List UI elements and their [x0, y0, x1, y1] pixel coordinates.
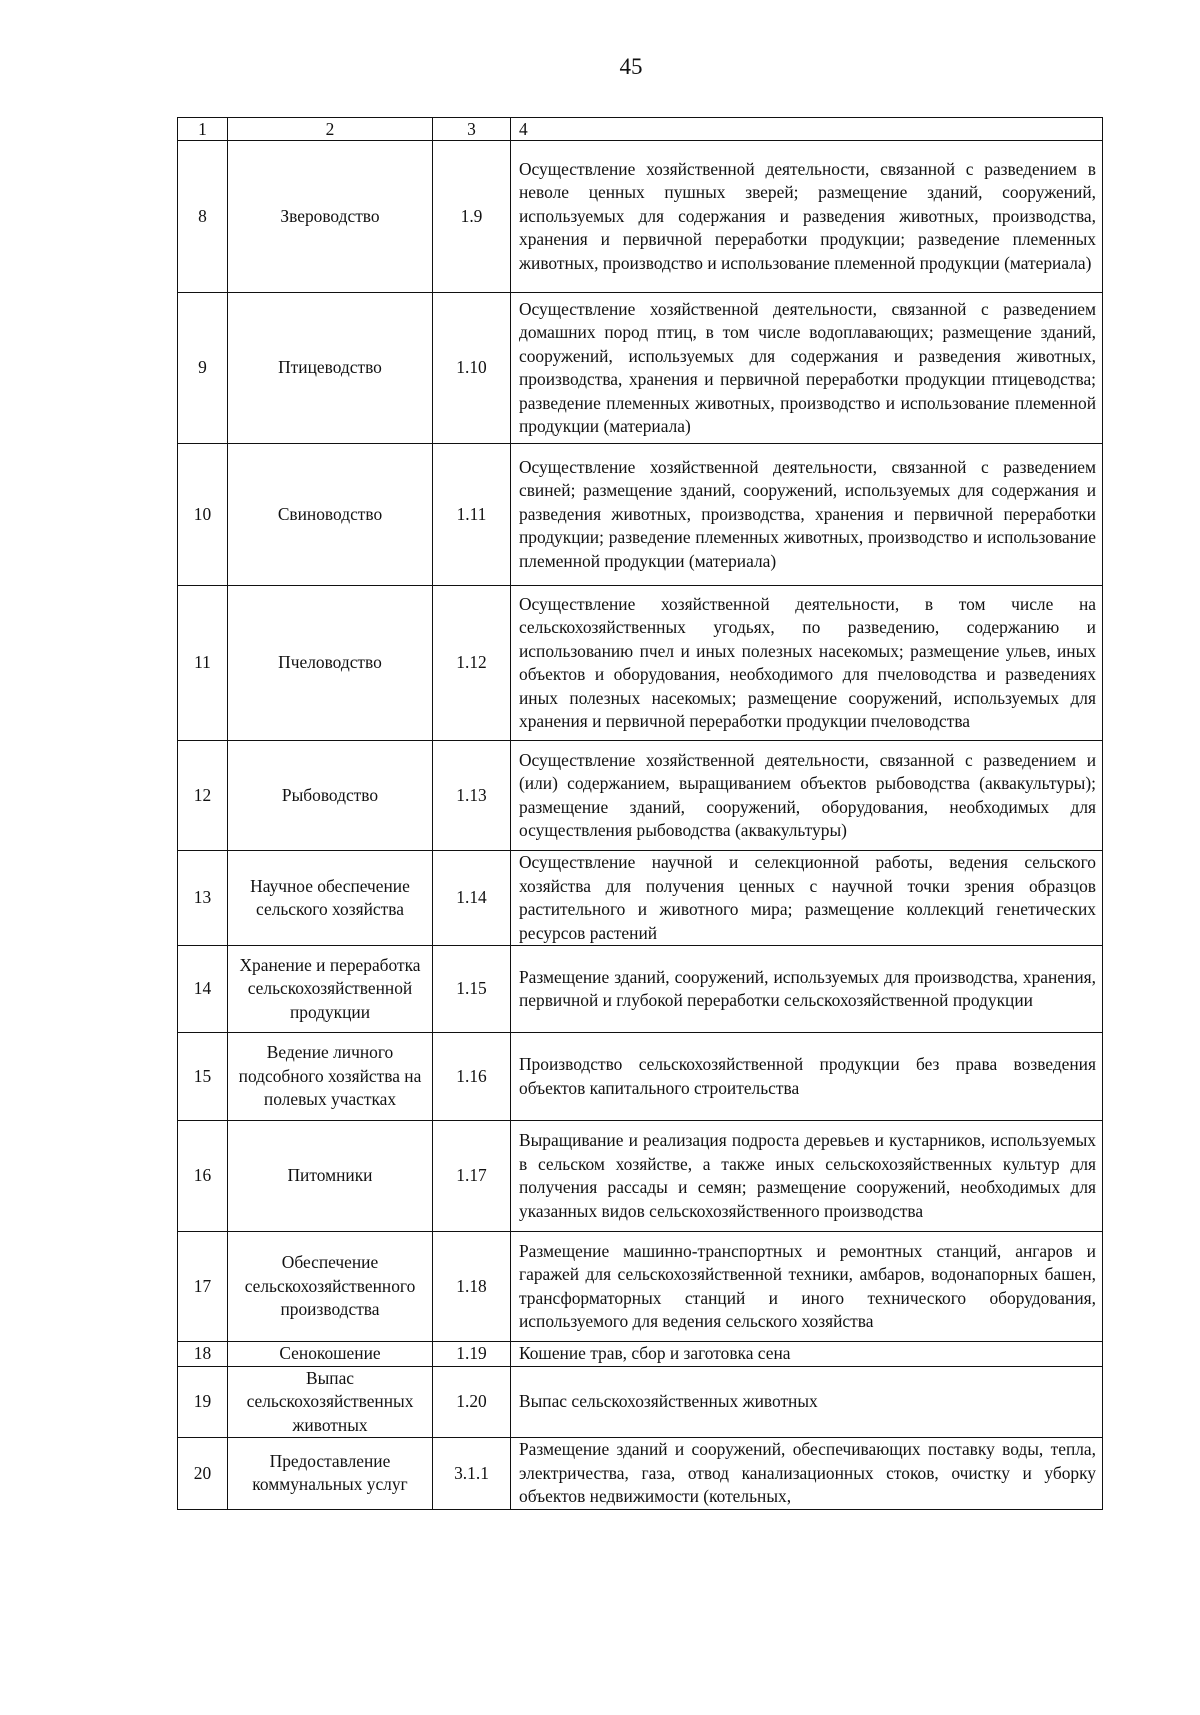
- table-row: [178, 1033, 1103, 1121]
- classifier-code: 1.12: [433, 586, 511, 741]
- classifier-code: 1.19: [433, 1342, 511, 1367]
- land-use-description: Выпас сельскохозяйственных животных: [511, 1366, 1103, 1438]
- table-row: [178, 946, 1103, 1033]
- land-use-name: Выпас сельскохозяйственных животных: [228, 1366, 433, 1438]
- classifier-code: 1.20: [433, 1366, 511, 1438]
- table-row: [178, 444, 1103, 586]
- land-use-name: Свиноводство: [228, 444, 433, 586]
- land-use-name: Хранение и переработка сельскохозяйственной продукции: [228, 946, 433, 1033]
- land-use-description: Осуществление хозяйственной деятельности, в том числе на сельскохозяйственных угодьях, по разведению, содержанию и использованию пчел и иных полезных насекомых; размещение ульев, иных объектов и оборудования, необходимого для пчеловодства и разведениях иных полезных насекомых; размещение сооружений, используемых для хранения и первичной переработки продукции пчеловодства: [511, 586, 1103, 741]
- row-number: 18: [178, 1342, 228, 1367]
- row-number: 12: [178, 741, 228, 851]
- classifier-code: 1.13: [433, 741, 511, 851]
- classifier-code: 1.14: [433, 851, 511, 946]
- row-number: 8: [178, 141, 228, 293]
- land-use-name: Предоставление коммунальных услуг: [228, 1438, 433, 1510]
- land-use-name: Птицеводство: [228, 293, 433, 444]
- land-use-table: [177, 117, 1103, 1510]
- table-header-row: [178, 118, 1103, 141]
- table-row: [178, 1366, 1103, 1438]
- table-row: [178, 741, 1103, 851]
- land-use-description: Производство сельскохозяйственной продукции без права возведения объектов капитального строительства: [511, 1033, 1103, 1121]
- row-number: 11: [178, 586, 228, 741]
- header-col-1: 1: [178, 118, 228, 141]
- row-number: 10: [178, 444, 228, 586]
- row-number: 15: [178, 1033, 228, 1121]
- row-number: 14: [178, 946, 228, 1033]
- land-use-name: Питомники: [228, 1121, 433, 1232]
- header-col-3: 3: [433, 118, 511, 141]
- classifier-code: 1.15: [433, 946, 511, 1033]
- classifier-code: 1.9: [433, 141, 511, 293]
- table-row: [178, 1342, 1103, 1367]
- classifier-code: 3.1.1: [433, 1438, 511, 1510]
- land-use-description: Осуществление научной и селекционной работы, ведения сельского хозяйства для получения ценных с научной точки зрения образцов растительного и животного мира; размещение коллекций генетических ресурсов растений: [511, 851, 1103, 946]
- land-use-description: Осуществление хозяйственной деятельности, связанной с разведением и (или) содержанием, выращиванием объектов рыбоводства (аквакультуры); размещение зданий, сооружений, оборудования, необходимых для осуществления рыбоводства (аквакультуры): [511, 741, 1103, 851]
- table-row: [178, 851, 1103, 946]
- row-number: 17: [178, 1232, 228, 1342]
- land-use-name: Сенокошение: [228, 1342, 433, 1367]
- land-use-name: Звероводство: [228, 141, 433, 293]
- land-use-description: Кошение трав, сбор и заготовка сена: [511, 1342, 1103, 1367]
- land-use-description: Размещение зданий и сооружений, обеспечивающих поставку воды, тепла, электричества, газа, отвод канализационных стоков, очистку и уборку объектов недвижимости (котельных,: [511, 1438, 1103, 1510]
- header-col-2: 2: [228, 118, 433, 141]
- land-use-name: Научное обеспечение сельского хозяйства: [228, 851, 433, 946]
- land-use-name: Ведение личного подсобного хозяйства на полевых участках: [228, 1033, 433, 1121]
- land-use-description: Выращивание и реализация подроста деревьев и кустарников, используемых в сельском хозяйстве, а также иных сельскохозяйственных культур для получения рассады и семян; размещение сооружений, необходимых для указанных видов сельскохозяйственного производства: [511, 1121, 1103, 1232]
- table-row: [178, 586, 1103, 741]
- classifier-code: 1.11: [433, 444, 511, 586]
- table-row: [178, 141, 1103, 293]
- land-use-description: Размещение машинно-транспортных и ремонтных станций, ангаров и гаражей для сельскохозяйственной техники, амбаров, водонапорных башен, трансформаторных станций и иного технического оборудования, используемого для ведения сельского хозяйства: [511, 1232, 1103, 1342]
- table-row: [178, 1121, 1103, 1232]
- table-row: [178, 1438, 1103, 1510]
- row-number: 20: [178, 1438, 228, 1510]
- classifier-code: 1.18: [433, 1232, 511, 1342]
- row-number: 16: [178, 1121, 228, 1232]
- land-use-description: Размещение зданий, сооружений, используемых для производства, хранения, первичной и глубокой переработки сельскохозяйственной продукции: [511, 946, 1103, 1033]
- table-row: [178, 1232, 1103, 1342]
- land-use-name: Обеспечение сельскохозяйственного производства: [228, 1232, 433, 1342]
- classifier-code: 1.16: [433, 1033, 511, 1121]
- land-use-description: Осуществление хозяйственной деятельности, связанной с разведением домашних пород птиц, в том числе водоплавающих; размещение зданий, сооружений, используемых для содержания и разведения животных, производства, хранения и первичной переработки продукции птицеводства; разведение племенных животных, производство и использование племенной продукции (материала): [511, 293, 1103, 444]
- header-col-4: 4: [511, 118, 1103, 141]
- table-row: [178, 293, 1103, 444]
- classifier-code: 1.10: [433, 293, 511, 444]
- land-use-description: Осуществление хозяйственной деятельности, связанной с разведением свиней; размещение зданий, сооружений, используемых для содержания и разведения животных, производства, хранения и первичной переработки продукции; разведение племенных животных, производство и использование племенной продукции (материала): [511, 444, 1103, 586]
- classifier-code: 1.17: [433, 1121, 511, 1232]
- land-use-name: Рыбоводство: [228, 741, 433, 851]
- row-number: 19: [178, 1366, 228, 1438]
- page-number: 45: [619, 54, 643, 79]
- land-use-description: Осуществление хозяйственной деятельности, связанной с разведением в неволе ценных пушных зверей; размещение зданий, сооружений, используемых для содержания и разведения животных, производства, хранения и первичной переработки продукции; разведение племенных животных, производство и использование племенной продукции (материала): [511, 141, 1103, 293]
- row-number: 9: [178, 293, 228, 444]
- land-use-name: Пчеловодство: [228, 586, 433, 741]
- row-number: 13: [178, 851, 228, 946]
